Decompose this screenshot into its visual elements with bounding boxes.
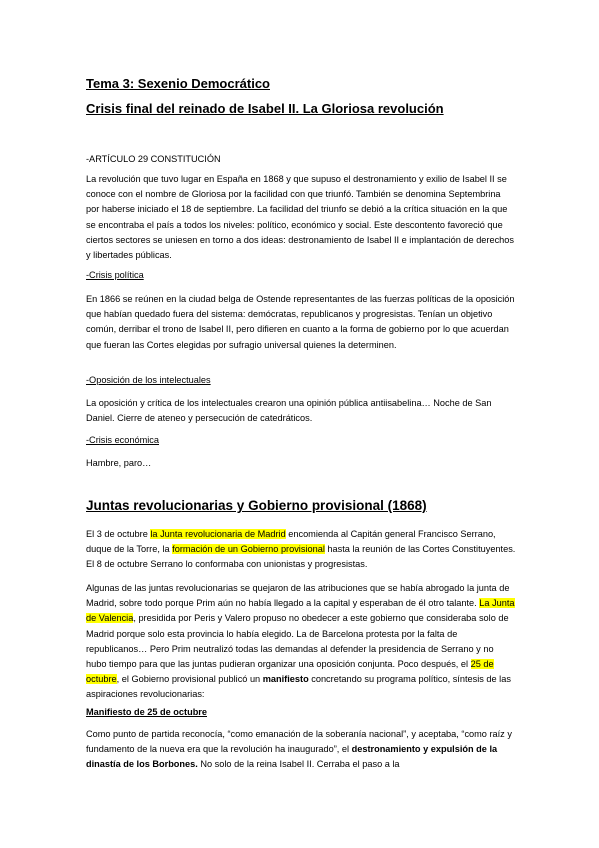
highlight-junta-valencia: La Junta de Valencia (86, 598, 515, 624)
text-run: El 3 de octubre (86, 529, 151, 539)
bold-destronamiento: destronamiento y expulsión de la dinastía de los Borbones. (86, 744, 498, 770)
highlight-25-octubre: 25 de octubre (86, 659, 494, 685)
paragraph-junta-madrid (86, 527, 516, 573)
text-run: hasta la reunión de las Cortes Constituyentes. El 8 de octubre Serrano lo conformaba con unionistas y progresistas. (86, 544, 516, 570)
bold-manifiesto: manifiesto (262, 674, 309, 685)
paragraph-juntas-quejas (86, 581, 516, 703)
subheading-crisis-politica: -Crisis política (86, 270, 144, 280)
article-reference: -ARTÍCULO 29 CONSTITUCIÓN (86, 154, 221, 164)
highlight-gobierno-provisional: formación de un Gobierno provisional (172, 544, 325, 555)
topic-title: Tema 3: Sexenio Democrático (86, 76, 270, 91)
section-title-crisis: Crisis final del reinado de Isabel II. La Gloriosa revolución (86, 101, 444, 116)
text-run: , el Gobierno provisional publicó un (116, 674, 263, 685)
intro-paragraph: La revolución que tuvo lugar en España en 1868 y que supuso el destronamiento y exilio de Isabel II se conoce con el nombre de Gloriosa por la facilidad con que triunfó. También se denomina Septembrina por haberse iniciado el 18 de septiembre. La facilidad del triunfo se debió a la crítica situación en la que se encontraba el país a todos los niveles: político, económico y social. Este descontento favoreció que ciertos sectores se uniesen en torno a dos ideas: destronamiento de Isabel II e implantación de derechos y libertades públicas. (86, 174, 514, 261)
text-run: encomienda al Capitán general Francisco Serrano, duque de la Torre, la (86, 529, 496, 555)
paragraph-crisis-politica: En 1866 se reúnen en la ciudad belga de Ostende representantes de las fuerzas políticas de la oposición que habían quedado fuera del sistema: demócratas, republicanos y progresistas. Tenían un objetivo común, derribar el trono de Isabel II, pero difieren en cuanto a la forma de gobierno por lo que acuerdan que fueran las Cortes elegidas por sufragio universal quienes la determinen. (86, 294, 515, 350)
text-run: , presidida por Peris y Valero propuso no obedecer a este gobierno que consideraba solo de Madrid porque solo esta provincia lo había elegido. La de Barcelona protesta por la falta de republicanos… Pero Prim neutralizó todas las demandas al defender la presidencia de Serrano y no hubo tiempo para que las juntas pudieran organizar una oposición conjunta. Poco después, el (86, 613, 509, 670)
subheading-manifiesto: Manifiesto de 25 de octubre (86, 707, 207, 717)
highlight-junta-madrid: la Junta revolucionaria de Madrid (150, 529, 286, 539)
paragraph-crisis-economica: Hambre, paro… (86, 458, 152, 468)
section-title-juntas: Juntas revolucionarias y Gobierno provisional (1868) (86, 498, 427, 513)
subheading-crisis-economica: -Crisis económica (86, 435, 160, 445)
text-run: Algunas de las juntas revolucionarias se quejaron de las atribuciones que se había abrogado la junta de Madrid, sobre todo porque Prim aún no había llegado a la capital y esperaban de él otro talante. (86, 583, 510, 609)
text-run: No solo de la reina Isabel II. Cerraba el paso a la (197, 759, 400, 770)
subheading-oposicion-intelectuales: -Oposición de los intelectuales (86, 375, 211, 385)
text-run: Como punto de partida reconocía, “como emanación de la soberanía nacional”, y aceptaba, “como raíz y fundamento de la nueva era que la revolución ha inaugurado”, el (86, 729, 512, 755)
text-run: concretando su programa político, síntesis de las aspiraciones revolucionarias: (86, 674, 511, 700)
paragraph-manifiesto (86, 727, 516, 773)
paragraph-oposicion-intelectuales: La oposición y crítica de los intelectuales crearon una opinión pública antiisabelina… Noche de San Daniel. Cierre de ateneo y persecución de catedráticos. (86, 398, 492, 424)
